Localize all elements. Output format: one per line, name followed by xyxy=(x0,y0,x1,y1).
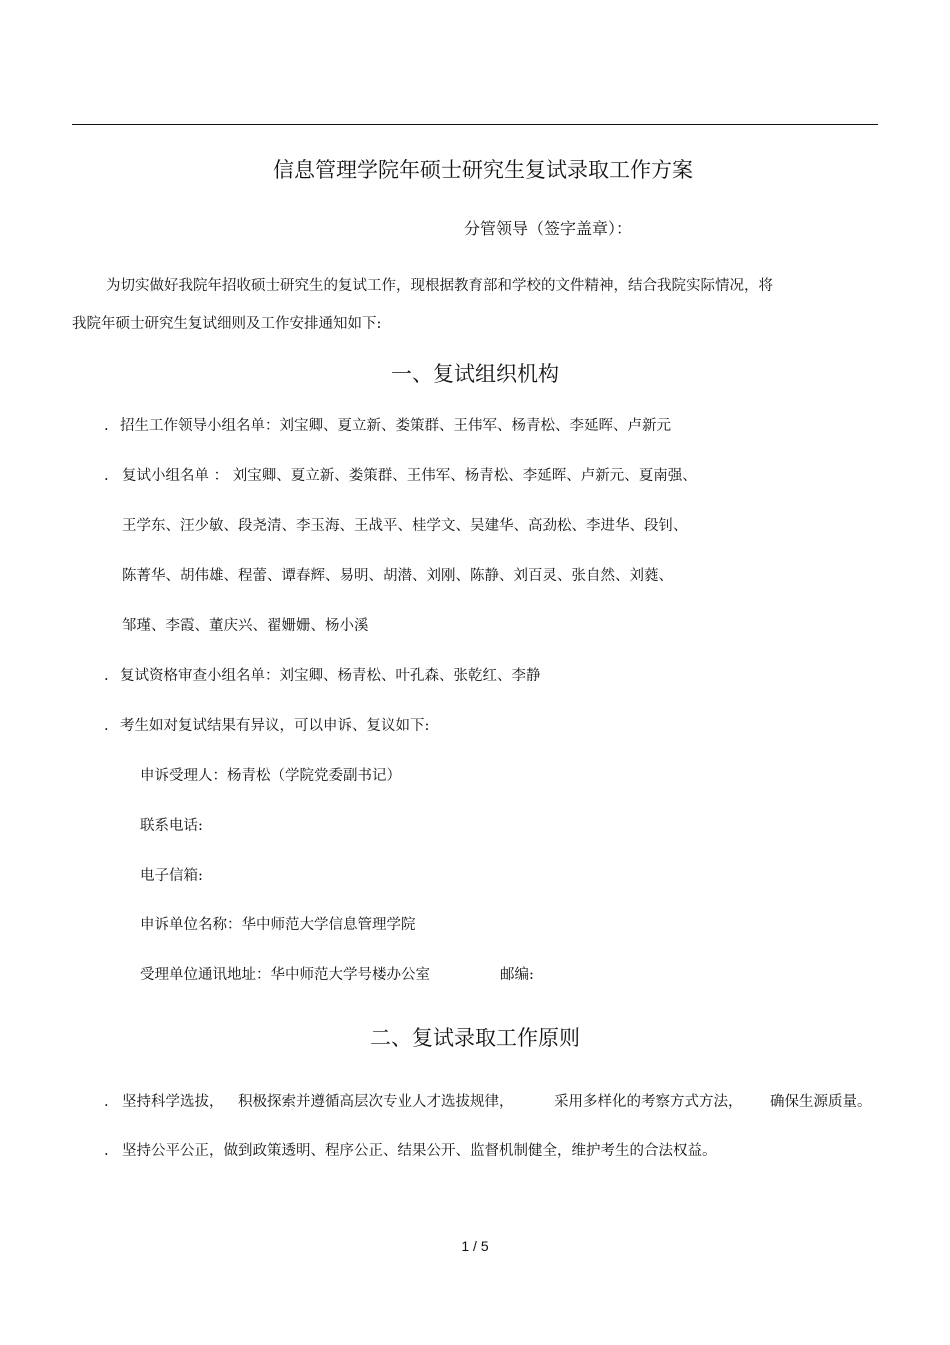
list-bullet: . xyxy=(104,718,109,734)
list-bullet: . xyxy=(104,468,109,484)
principle1-part3: 采用多样化的考察方式方法， xyxy=(554,1094,743,1110)
appeal-person: 申诉受理人：杨青松（学院党委副书记） xyxy=(140,768,401,784)
mailing-address: 受理单位通讯地址：华中师范大学号楼办公室 xyxy=(140,967,430,983)
principle1-part1: 坚持科学选拔， xyxy=(122,1094,224,1110)
section2-heading: 二、复试录取工作原则 xyxy=(370,1026,580,1050)
list-bullet: . xyxy=(104,1143,109,1159)
section1-heading: 一、复试组织机构 xyxy=(391,362,559,386)
signature-line: 分管领导（签字盖章）： xyxy=(464,219,633,238)
intro-paragraph-line1: 为切实做好我院年招收硕士研究生的复试工作，现根据教育部和学校的文件精神，结合我院实际情况，将 xyxy=(106,278,773,294)
principle1-part4: 确保生源质量。 xyxy=(770,1094,872,1110)
page-number: 1 / 5 xyxy=(461,1238,489,1254)
retest-group-list-line2: 王学东、汪少敏、段尧清、李玉海、王战平、桂学文、吴建华、高劲松、李进华、段钊、 xyxy=(122,518,688,534)
intro-paragraph-line2: 我院年硕士研究生复试细则及工作安排通知如下: xyxy=(72,316,382,332)
retest-group-list-line1: 复试小组名单 ： 刘宝卿、夏立新、娄策群、王伟军、杨青松、李延晖、卢新元、夏南强、 xyxy=(122,468,697,484)
contact-phone: 联系电话: xyxy=(140,818,203,834)
appeal-unit: 申诉单位名称：华中师范大学信息管理学院 xyxy=(140,917,416,933)
list-bullet: . xyxy=(104,668,109,684)
qualification-group-list: 复试资格审查小组名单：刘宝卿、杨青松、叶孔森、张乾红、李静 xyxy=(120,668,541,684)
leadership-group-list: 招生工作领导小组名单：刘宝卿、夏立新、娄策群、王伟军、杨青松、李延晖、卢新元 xyxy=(120,418,671,434)
retest-group-list-line3: 陈菁华、胡伟雄、程蕾、谭春辉、易明、胡潜、刘刚、陈静、刘百灵、张自然、刘蕤、 xyxy=(122,568,673,584)
contact-email: 电子信箱: xyxy=(140,868,203,884)
header-rule xyxy=(72,124,878,125)
postcode: 邮编: xyxy=(500,967,534,983)
retest-group-list-line4: 邹瑾、李霞、董庆兴、翟姗姗、杨小溪 xyxy=(122,618,369,634)
document-title: 信息管理学院年硕士研究生复试录取工作方案 xyxy=(273,158,693,182)
principle1-part2: 积极探索并遵循高层次专业人才选拔规律， xyxy=(238,1094,514,1110)
list-bullet: . xyxy=(104,1094,109,1110)
appeal-intro: 考生如对复试结果有异议，可以申诉、复议如下: xyxy=(120,718,430,734)
principle2: 坚持公平公正，做到政策透明、程序公正、结果公开、监督机制健全，维护考生的合法权益。 xyxy=(122,1143,717,1159)
list-bullet: . xyxy=(104,418,109,434)
